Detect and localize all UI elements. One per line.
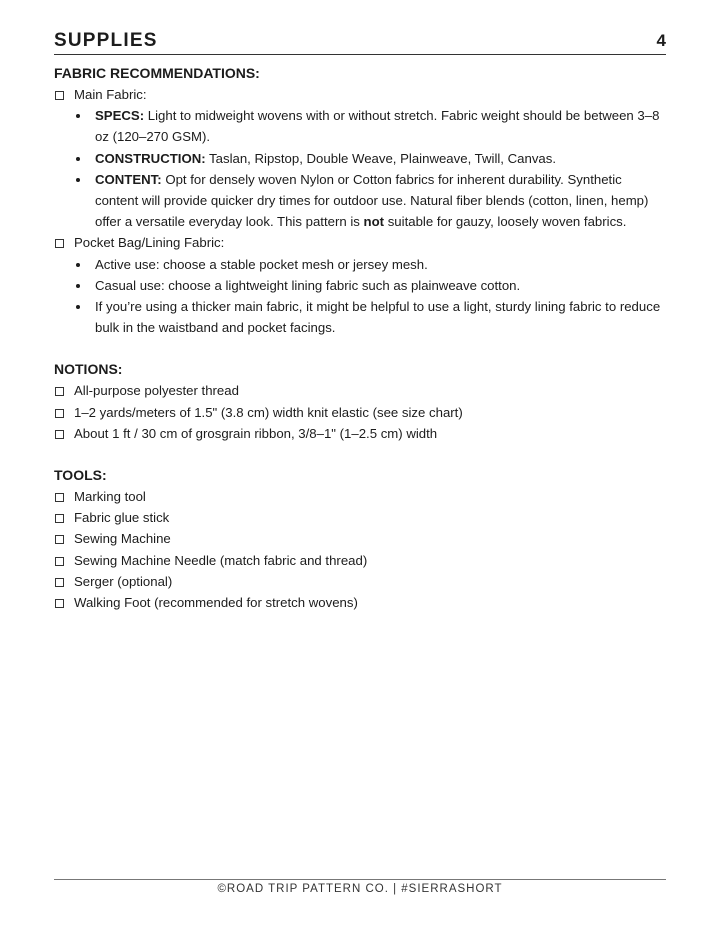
tool-text: Sewing Machine (74, 531, 171, 547)
checkbox-icon[interactable] (55, 514, 64, 523)
supplies-content (54, 62, 666, 613)
page-number: 4 (656, 31, 666, 50)
tool-text: Sewing Machine Needle (match fabric and thread) (74, 552, 368, 568)
pocket-fabric-label: Pocket Bag/Lining Fabric: (74, 235, 225, 251)
page-footer: ©ROAD TRIP PATTERN CO. | #SIERRASHORT (217, 883, 503, 895)
main-fabric-label: Main Fabric: (74, 87, 147, 102)
checkbox-icon[interactable] (55, 409, 64, 418)
list-item (54, 571, 666, 592)
footer-divider (54, 879, 666, 880)
bullet-icon (76, 157, 80, 161)
checkbox-icon[interactable] (55, 430, 64, 439)
list-item (54, 550, 666, 571)
checkbox-icon[interactable] (55, 493, 64, 502)
bullet-icon (76, 114, 80, 118)
bullet-icon (76, 263, 80, 267)
pocket-item-text: Casual use: choose a lightweight lining fabric such as plainweave cotton. (95, 277, 521, 293)
specs-bullet (54, 105, 666, 147)
list-item (54, 592, 666, 613)
bullet-icon (76, 284, 80, 288)
list-item (54, 380, 666, 401)
page-title: SUPPLIES (54, 30, 158, 51)
notion-text: 1–2 yards/meters of 1.5" (3.8 cm) width knit elastic (see size chart) (74, 404, 463, 420)
tool-text: Walking Foot (recommended for stretch wovens) (74, 595, 358, 611)
bullet-icon (76, 178, 80, 182)
checkbox-icon[interactable] (55, 91, 64, 100)
construction-bullet (54, 148, 666, 169)
list-item (54, 528, 666, 549)
list-item (54, 254, 666, 275)
list-item (54, 486, 666, 507)
content-term: CONTENT: (95, 171, 162, 187)
list-item (54, 402, 666, 423)
main-fabric-bullets (54, 105, 666, 232)
tool-text: Fabric glue stick (74, 510, 170, 526)
tools-heading: TOOLS: (54, 467, 107, 484)
checkbox-icon[interactable] (55, 578, 64, 587)
main-fabric-item (54, 84, 666, 105)
bullet-icon (76, 305, 80, 309)
list-item (54, 507, 666, 528)
checkbox-icon[interactable] (55, 239, 64, 248)
list-item (54, 423, 666, 444)
notion-text: All-purpose polyester thread (74, 383, 239, 399)
notions-heading: NOTIONS: (54, 361, 123, 378)
pocket-item-text: If you’re using a thicker main fabric, it might be helpful to use a light, sturdy lining fabric to reduce bulk in the waistband and pocket facings. (95, 299, 661, 336)
checkbox-icon[interactable] (55, 557, 64, 566)
pocket-fabric-item (54, 232, 666, 253)
page-header (54, 30, 666, 55)
checkbox-icon[interactable] (55, 535, 64, 544)
fabric-recommendations-heading: FABRIC RECOMMENDATIONS: (54, 65, 260, 81)
notion-text: About 1 ft / 30 cm of grosgrain ribbon, 3/8–1" (1–2.5 cm) width (74, 425, 438, 441)
content-text-before: Opt for densely woven Nylon or Cotton fabrics for inherent durability. Synthetic content will provide quicker dry times for outdoor use. Natural fiber blends (cotton, linen, hemp) offer a versatile everyday look. This pattern is (95, 171, 649, 230)
pocket-item-text: Active use: choose a stable pocket mesh or jersey mesh. (95, 256, 428, 272)
construction-term: CONSTRUCTION: (95, 150, 206, 166)
tool-text: Marking tool (74, 489, 146, 505)
tool-text: Serger (optional) (74, 573, 173, 589)
checkbox-icon[interactable] (55, 387, 64, 396)
content-text-after: suitable for gauzy, loosely woven fabrics. (384, 214, 627, 230)
content-bullet (54, 169, 666, 233)
construction-text: Taslan, Ripstop, Double Weave, Plainweave, Twill, Canvas. (205, 150, 557, 166)
content-emphasis: not (363, 214, 385, 230)
list-item (54, 296, 666, 338)
checkbox-icon[interactable] (55, 599, 64, 608)
specs-text: Light to midweight wovens with or without stretch. Fabric weight should be between 3–8 oz (120–270 GSM). (95, 108, 660, 145)
pocket-fabric-bullets (54, 254, 666, 339)
specs-term: SPECS: (95, 108, 145, 124)
list-item (54, 275, 666, 296)
